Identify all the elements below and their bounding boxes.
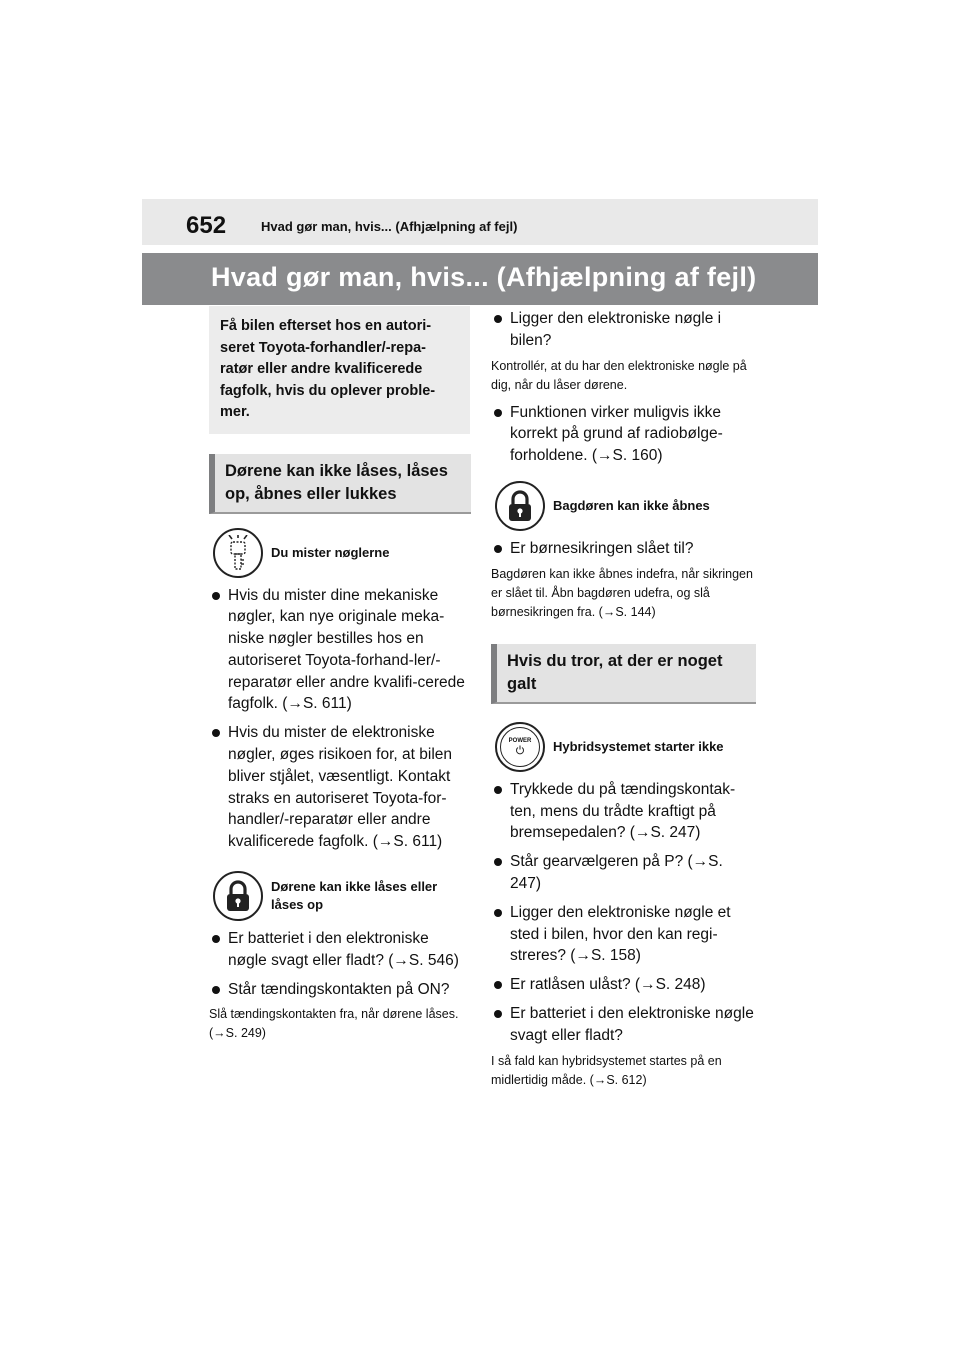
subhead-backdoor [491,481,756,531]
lost-key-icon [213,528,263,578]
bullet-item: Er batteriet i den elektroniske nøgle svagt eller fladt? (→S. 546) [209,928,471,972]
subhead-hybrid [491,722,756,772]
bullet-item: Hvis du mister de elektroniske nøgler, øges risikoen for, at bilen bliver stjålet, væsentligt. Kontakt straks en autoriseret Toyota-for-handler/-reparatør eller andre kvalificerede fagfolk. (→S. 611) [209,722,471,853]
note-text: Bagdøren kan ikke åbnes indefra, når sikringen er slået til. Åbn bagdøren udefra, og slå børnesikringen fra. (→S. 144) [491,566,753,619]
bullet-item: Er børnesikringen slået til? [491,538,756,560]
power-label: POWER [508,738,532,745]
bullet-item: Står tændingskontakten på ON? [209,979,471,1001]
bullet-item: Funktionen virker muligvis ikke korrekt på grund af radiobølge-forholdene. (→S. 160) [491,402,756,467]
intro-note: Få bilen efterset hos en autori-seret Toyota-forhandler/-repa-ratør eller andre kvalificerede fagfolk, hvis du oplever proble-mer. [209,306,470,434]
left-column [209,306,471,1043]
note-text: Slå tændingskontakten fra, når dørene låses. (→S. 249) [209,1007,459,1041]
bullet-item: Er batteriet i den elektroniske nøgle svagt eller fladt? [491,1003,756,1047]
running-head: Hvad gør man, hvis... (Afhjælpning af fejl) [261,219,518,234]
power-button-icon [495,722,545,772]
subhead-locks [209,871,471,921]
note-text: Kontrollér, at du har den elektroniske nøgle på dig, når du låser dørene. [491,358,747,392]
page-title: Hvad gør man, hvis... (Afhjælpning af fejl) [211,262,757,292]
subhead-label-hybrid: Hybridsystemet starter ikke [553,738,724,754]
subhead-label-lost-keys: Du mister nøglerne [271,544,390,560]
padlock-icon [213,871,263,921]
padlock-icon [495,481,545,531]
bullet-item: Trykkede du på tændingskontak-ten, mens du trådte kraftigt på bremsepedalen? (→S. 247) [491,779,756,844]
bullet-item: Ligger den elektroniske nøgle i bilen? [491,308,756,352]
section-heading-doors: Dørene kan ikke låses, låses op, åbnes eller lukkes [209,454,471,514]
bullet-item: Hvis du mister dine mekaniske nøgler, kan nye originale meka-niske nøgler bestilles hos en autoriseret Toyota-forhand-ler/-reparatør eller andre kvalifi-cerede fagfolk. (→S. 611) [209,585,471,716]
subhead-lost-keys [209,528,471,578]
bullet-item: Står gearvælgeren på P? (→S. 247) [491,851,756,895]
bullet-item: Er ratlåsen ulåst? (→S. 248) [491,974,756,996]
subhead-label-locks: Dørene kan ikke låses eller låses op [271,879,438,913]
note-text: I så fald kan hybridsystemet startes på en midlertidig måde. (→S. 612) [491,1053,722,1087]
bullet-item: Ligger den elektroniske nøgle et sted i bilen, hvor den kan regi-streres? (→S. 158) [491,902,756,967]
right-column [491,306,756,1090]
page-number: 652 [186,212,227,239]
subhead-label-backdoor: Bagdøren kan ikke åbnes [553,497,710,513]
section-heading-fault: Hvis du tror, at der er noget galt [491,644,756,704]
